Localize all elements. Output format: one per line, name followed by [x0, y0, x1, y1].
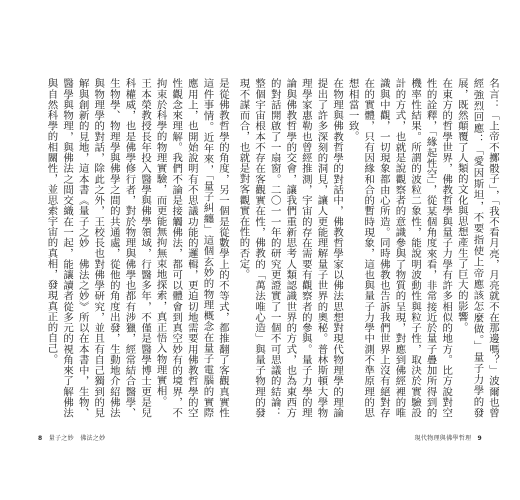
right-page — [237, 0, 520, 500]
left-paragraph-1: 是從佛教哲學的角度，另一個是從數學上的不等式，都推翻了客觀真實性這件事情。近年來，「量子糾纏」這個玄妙的物理概念在量子電腦的實際應用上，也開始說明有不思議功能的邏輯，更迫切地需要用佛教哲學的空性觀念來理解。我們不論是接觸佛法，都可以體會到真空妙有的境界，不拘束於科學的物理實驗，而更能無拘無束地探索，真正悟入物理實相。 — [154, 78, 229, 418]
right-page-number: 9 — [477, 435, 482, 442]
right-page-body — [237, 78, 500, 418]
right-paragraph-3: 在物理與佛教哲學的對話中，佛教哲學家以佛法思想對現代物理學的理論提出了許多深刻的洞見，讓人更能理解量子世界的奧秘。普林斯頓大學物理學家惠勒也曾經推測，宇宙的存在需要有觀察者的參與。量子力學的理論與佛教哲學的交會，讓我們重新思考人類認識世界的方式，也為東西方的對話開啟了一扇窗。二〇一一年的研究更證實了一個不可思議的結論：整個宇宙根本不存在客觀實在性，佛教的「萬法唯心造」與量子物理的發現不謀而合，也就是對客觀實在性的否定。 — [237, 78, 344, 418]
right-running-title: 現代物理與佛學哲理 — [414, 435, 472, 442]
left-paragraph-2: 王本榮教授長年投入醫學與佛學領域，行醫多年，不僅是醫學博士更是兒科權威，也是佛學修行者，對於物理與佛學也都有涉獵，經常結合醫學、生物學、物理學與佛學之間的共通處，從他的角度出發，生動地介紹佛法與物理學的對話，除此之外，王校長也對佛學研究，並且有自己獨到的見解與創新的見地，這本書《量子之妙 佛法之妙》所以在本書中，生物、醫學與物理，與佛法之間交織在一起，能讓讀者從多元的視角來了解佛法與自然科學的相關性，並思索宇宙的真相，發現真正的自己。 — [45, 78, 152, 418]
left-page-number: 8 — [38, 435, 43, 442]
left-running-title: 量子之妙 佛法之妙 — [48, 435, 106, 442]
right-paragraph-2: 在東方的哲學世界，佛教哲學與量子力學有許多相似的地方。比方說對空性的詮釋，「緣起性空」，從某個角度來看，非常接近於量子疊加所得到的機率性結果。所謂的波粒二象性，能說明波動性與粒子性，取決於實驗設計的方式，也就是說觀察者的意識參與了物質的呈現，對應到佛經裡的唯識與中觀，一切現象都由心所造。同時佛教也告訴我們世界上沒有絕對存在的實體，只有因緣和合的暫時現象，這也與量子力學中測不準原理的思想相當一致。 — [346, 78, 453, 418]
left-page-body — [38, 78, 230, 418]
right-paragraph-1: 名言：「上帝不擲骰子」，「我不看月亮，月亮就不在那邊嗎？」波爾也曾經強烈回應：「愛因斯坦，不要指使上帝應該怎麼做。」量子力學的發展，既然顛覆了人類的文化與思想產生了巨大的影響。 — [455, 78, 499, 418]
left-folio — [34, 433, 105, 442]
right-folio — [415, 433, 486, 442]
